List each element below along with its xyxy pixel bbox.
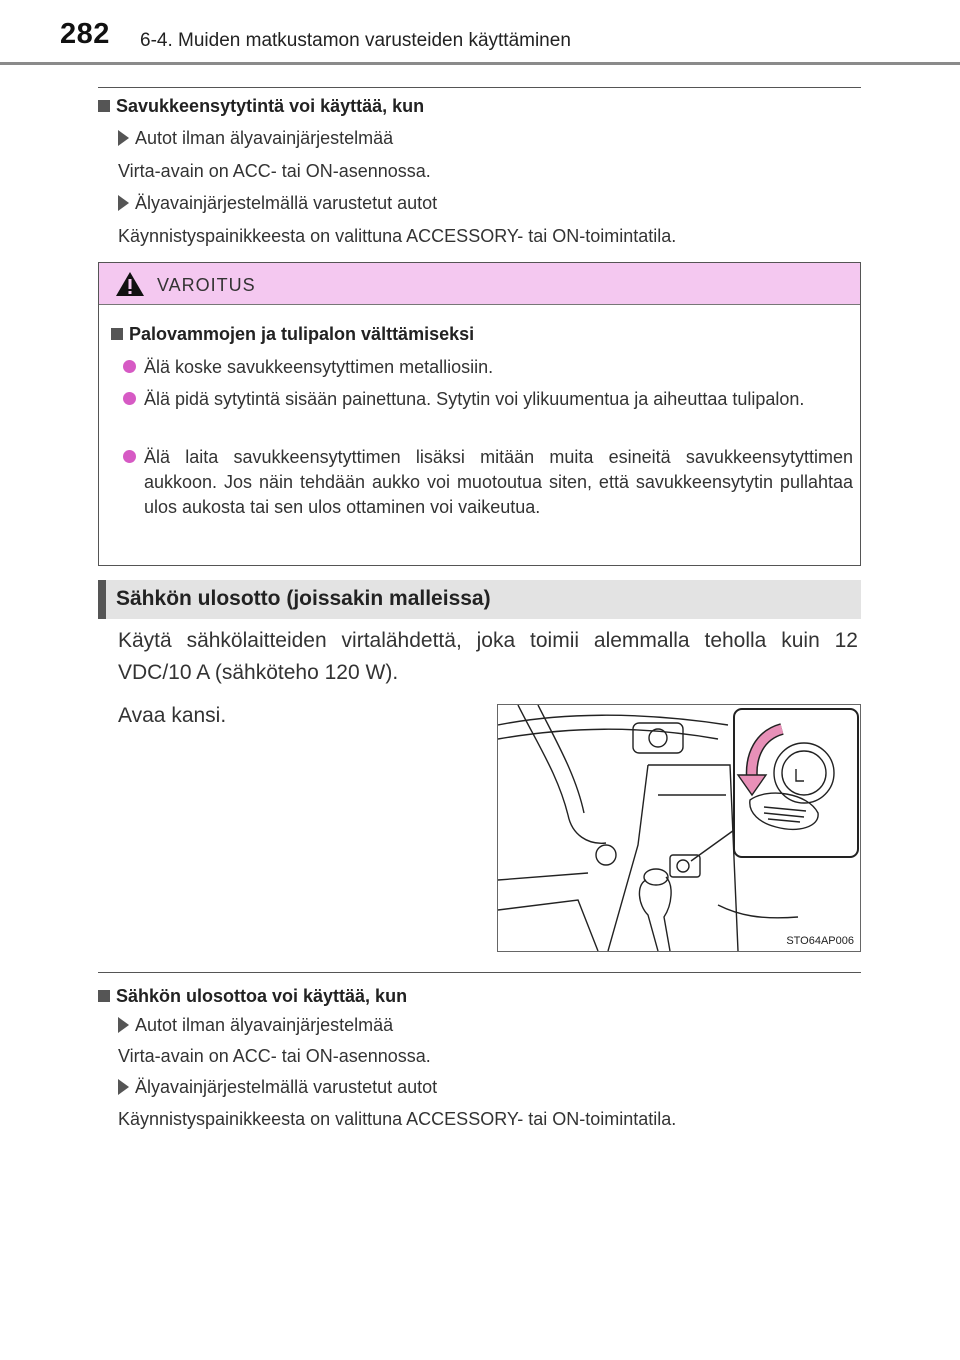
lighter-condition-label-1: Autot ilman älyavainjärjestelmää <box>118 128 393 149</box>
bullet-dot-icon <box>123 450 136 463</box>
section-paragraph: Käytä sähkölaitteiden virtalähdettä, joka toimii alemmalla teholla kuin 12 VDC/10 A (sähköteho 120 W). <box>118 629 858 684</box>
power-outlet-illustration <box>497 704 861 952</box>
power-condition-text-1: Virta-avain on ACC- tai ON-asennossa. <box>118 1046 431 1066</box>
power-condition-text-2: Käynnistyspainikkeesta on valittuna ACCESSORY- tai ON-toimintatila. <box>118 1109 677 1129</box>
warning-header <box>99 263 860 305</box>
page-header <box>0 0 960 70</box>
section-divider <box>98 87 861 88</box>
power-conditions-heading: Sähkön ulosottoa voi käyttää, kun <box>98 986 407 1007</box>
warning-label: VAROITUS <box>157 275 256 295</box>
warning-box <box>98 262 861 566</box>
warning-bullet-1: Älä koske savukkeensytyttimen metalliosiin. <box>123 355 853 380</box>
lighter-condition-text-1: Virta-avain on ACC- tai ON-asennossa. <box>118 161 431 181</box>
power-condition-label-2: Älyavainjärjestelmällä varustetut autot <box>118 1077 437 1098</box>
lighter-conditions-heading: Savukkeensytytintä voi käyttää, kun <box>98 96 424 117</box>
square-bullet-icon <box>98 990 110 1002</box>
section-accent <box>98 580 106 619</box>
triangle-bullet-icon <box>118 1017 129 1033</box>
bullet-dot-icon <box>123 360 136 373</box>
warning-triangle-icon <box>115 271 145 297</box>
chapter-title: 6-4. Muiden matkustamon varusteiden käyttäminen <box>140 30 571 51</box>
triangle-bullet-icon <box>118 1079 129 1095</box>
warning-bullet-2: Älä pidä sytytintä sisään painettuna. Sytytin voi ylikuumentua ja aiheuttaa tulipalon. <box>123 387 853 412</box>
lighter-condition-label-2: Älyavainjärjestelmällä varustetut autot <box>118 193 437 214</box>
square-bullet-icon <box>98 100 110 112</box>
section-heading-bar <box>98 580 861 619</box>
warning-bullet-3: Älä laita savukkeensytyttimen lisäksi mitään muita esineitä savukkeensytyttimen aukkoon. Jos näin tehdään aukko voi muotoutua siten, että savukkeensytytin pullahtaa ulos aukosta tai sen ulos ottaminen voi vaikeutua. <box>123 445 853 520</box>
header-rule <box>0 62 960 65</box>
dashboard-drawing <box>498 705 860 951</box>
square-bullet-icon <box>111 328 123 340</box>
section-title: Sähkön ulosotto (joissakin malleissa) <box>116 587 491 610</box>
triangle-bullet-icon <box>118 130 129 146</box>
warning-title: Palovammojen ja tulipalon välttämiseksi <box>111 324 474 345</box>
section-instruction: Avaa kansi. <box>118 704 227 727</box>
triangle-bullet-icon <box>118 195 129 211</box>
power-condition-label-1: Autot ilman älyavainjärjestelmää <box>118 1015 393 1036</box>
figure-code: STO64AP006 <box>786 935 854 947</box>
page-number: 282 <box>60 18 110 50</box>
bullet-dot-icon <box>123 392 136 405</box>
section-divider <box>98 972 861 973</box>
lighter-condition-text-2: Käynnistyspainikkeesta on valittuna ACCESSORY- tai ON-toimintatila. <box>118 226 677 246</box>
